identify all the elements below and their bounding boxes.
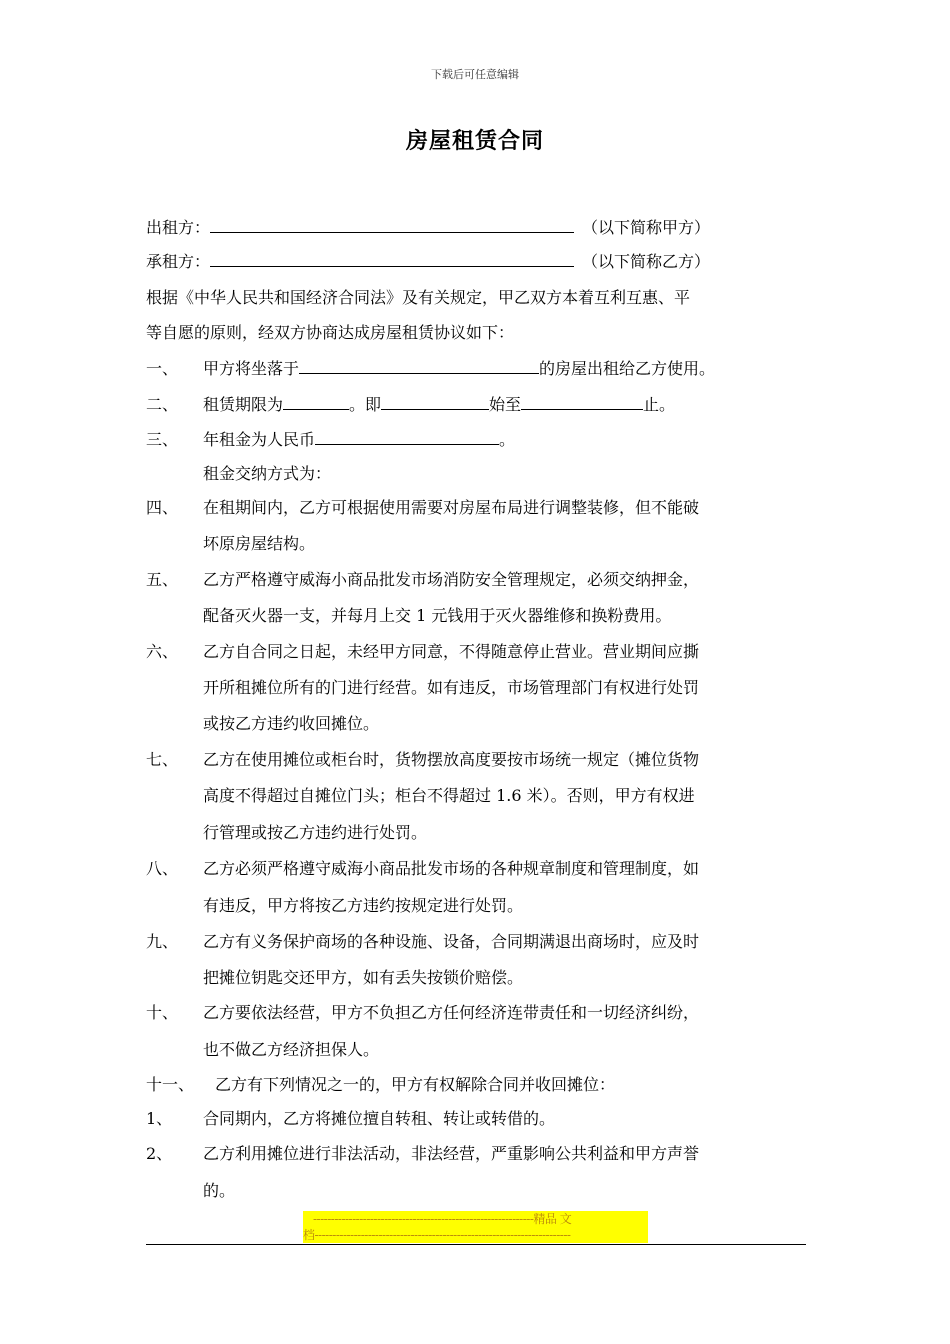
- party-a-line: [146, 216, 710, 240]
- start-date-blank[interactable]: [381, 393, 489, 410]
- clause-text: 乙方自合同之日起，未经甲方同意，不得随意停止营业。营业期间应撕: [203, 642, 700, 661]
- footer-rule: [146, 1244, 806, 1245]
- clause-text-segment: 止。: [643, 395, 676, 414]
- party-a-suffix: （以下简称甲方）: [582, 218, 711, 237]
- preamble-line: 根据《中华人民共和国经济合同法》及有关规定，甲乙双方本着互利互惠、平: [146, 288, 691, 307]
- clause-text-segment: 年租金为人民币: [203, 430, 316, 449]
- clause-number: 二、: [146, 395, 179, 414]
- clause-number: 八、: [146, 859, 179, 878]
- sub-item-text: 合同期内，乙方将摊位擅自转租、转让或转借的。: [203, 1109, 556, 1128]
- clause-text: 乙方必须严格遵守威海小商品批发市场的各种规章制度和管理制度，如: [203, 859, 700, 878]
- clause-text: 乙方有下列情况之一的，甲方有权解除合同并收回摊位：: [215, 1075, 616, 1094]
- clause-number: 一、: [146, 359, 179, 378]
- header-note: 下载后可任意编辑: [431, 68, 519, 81]
- clause-text: 乙方严格遵守威海小商品批发市场消防安全管理规定，必须交纳押金，: [203, 570, 700, 589]
- clause-text: 配备灭火器一支，并每月上交 1 元钱用于灭火器维修和换粉费用。: [203, 606, 672, 625]
- clause-text: 开所租摊位所有的门进行经营。如有违反，市场管理部门有权进行处罚: [203, 678, 700, 697]
- clause-text: 有违反，甲方将按乙方违约按规定进行处罚。: [203, 896, 524, 915]
- sub-item-text: 的。: [203, 1181, 236, 1200]
- clause-text-segment: 。: [499, 430, 516, 449]
- clause-number: 五、: [146, 570, 179, 589]
- clause-text: 高度不得超过自摊位门头；柜台不得超过 1.6 米）。否则，甲方有权进: [203, 786, 695, 805]
- end-date-blank[interactable]: [521, 393, 643, 410]
- clause-text: 把摊位钥匙交还甲方，如有丢失按锁价赔偿。: [203, 968, 524, 987]
- clause-text-segment: 租赁期限为: [203, 395, 284, 414]
- footer-watermark-line: --------------------------------------------------------------精品 文: [313, 1212, 572, 1226]
- preamble-line: 等自愿的原则，经双方协商达成房屋租赁协议如下：: [146, 323, 515, 342]
- clause-text: 乙方在使用摊位或柜台时，货物摆放高度要按市场统一规定（摊位货物: [203, 750, 700, 769]
- sub-item-number: 1、: [146, 1109, 173, 1128]
- party-b-line: [146, 250, 710, 274]
- party-b-blank[interactable]: [210, 250, 574, 267]
- clause-text: 在租期间内，乙方可根据使用需要对房屋布局进行调整装修，但不能破: [203, 498, 700, 517]
- clause-text-segment: 始至: [489, 395, 522, 414]
- rent-amount-blank[interactable]: [315, 428, 499, 445]
- party-a-blank[interactable]: [210, 216, 574, 233]
- clause-text-segment: 甲方将坐落于: [203, 359, 300, 378]
- term-blank[interactable]: [283, 393, 349, 410]
- clause-text: [203, 393, 675, 417]
- clause-text-segment: 的房屋出租给乙方使用。: [539, 359, 716, 378]
- clause-text: 乙方要依法经营，甲方不负担乙方任何经济连带责任和一切经济纠纷，: [203, 1003, 700, 1022]
- sub-item-number: 2、: [146, 1144, 173, 1163]
- clause-text: 行管理或按乙方违约进行处罚。: [203, 823, 428, 842]
- clause-text: [203, 357, 715, 381]
- clause-text: 坏原房屋结构。: [203, 534, 316, 553]
- document-title: 房屋租赁合同: [405, 128, 544, 154]
- clause-number: 七、: [146, 750, 179, 769]
- address-blank[interactable]: [299, 357, 539, 374]
- clause-text: 也不做乙方经济担保人。: [203, 1040, 380, 1059]
- clause-number: 十一、: [146, 1075, 195, 1094]
- party-b-suffix: （以下简称乙方）: [582, 252, 711, 271]
- clause-text: 或按乙方违约收回摊位。: [203, 714, 380, 733]
- clause-number: 十、: [146, 1003, 179, 1022]
- clause-number: 三、: [146, 430, 179, 449]
- clause-text: 乙方有义务保护商场的各种设施、设备，合同期满退出商场时，应及时: [203, 932, 700, 951]
- clause-number: 四、: [146, 498, 179, 517]
- sub-item-text: 乙方利用摊位进行非法活动，非法经营，严重影响公共利益和甲方声誉: [203, 1144, 700, 1163]
- clause-text: 租金交纳方式为：: [203, 464, 332, 483]
- clause-number: 六、: [146, 642, 179, 661]
- party-b-label: 承租方：: [146, 252, 211, 271]
- clause-text: [203, 428, 515, 452]
- party-a-label: 出租方：: [146, 218, 211, 237]
- clause-number: 九、: [146, 932, 179, 951]
- clause-text-segment: 。即: [349, 395, 382, 414]
- footer-watermark-line: 档------------------------------------------------------------------------: [303, 1228, 571, 1242]
